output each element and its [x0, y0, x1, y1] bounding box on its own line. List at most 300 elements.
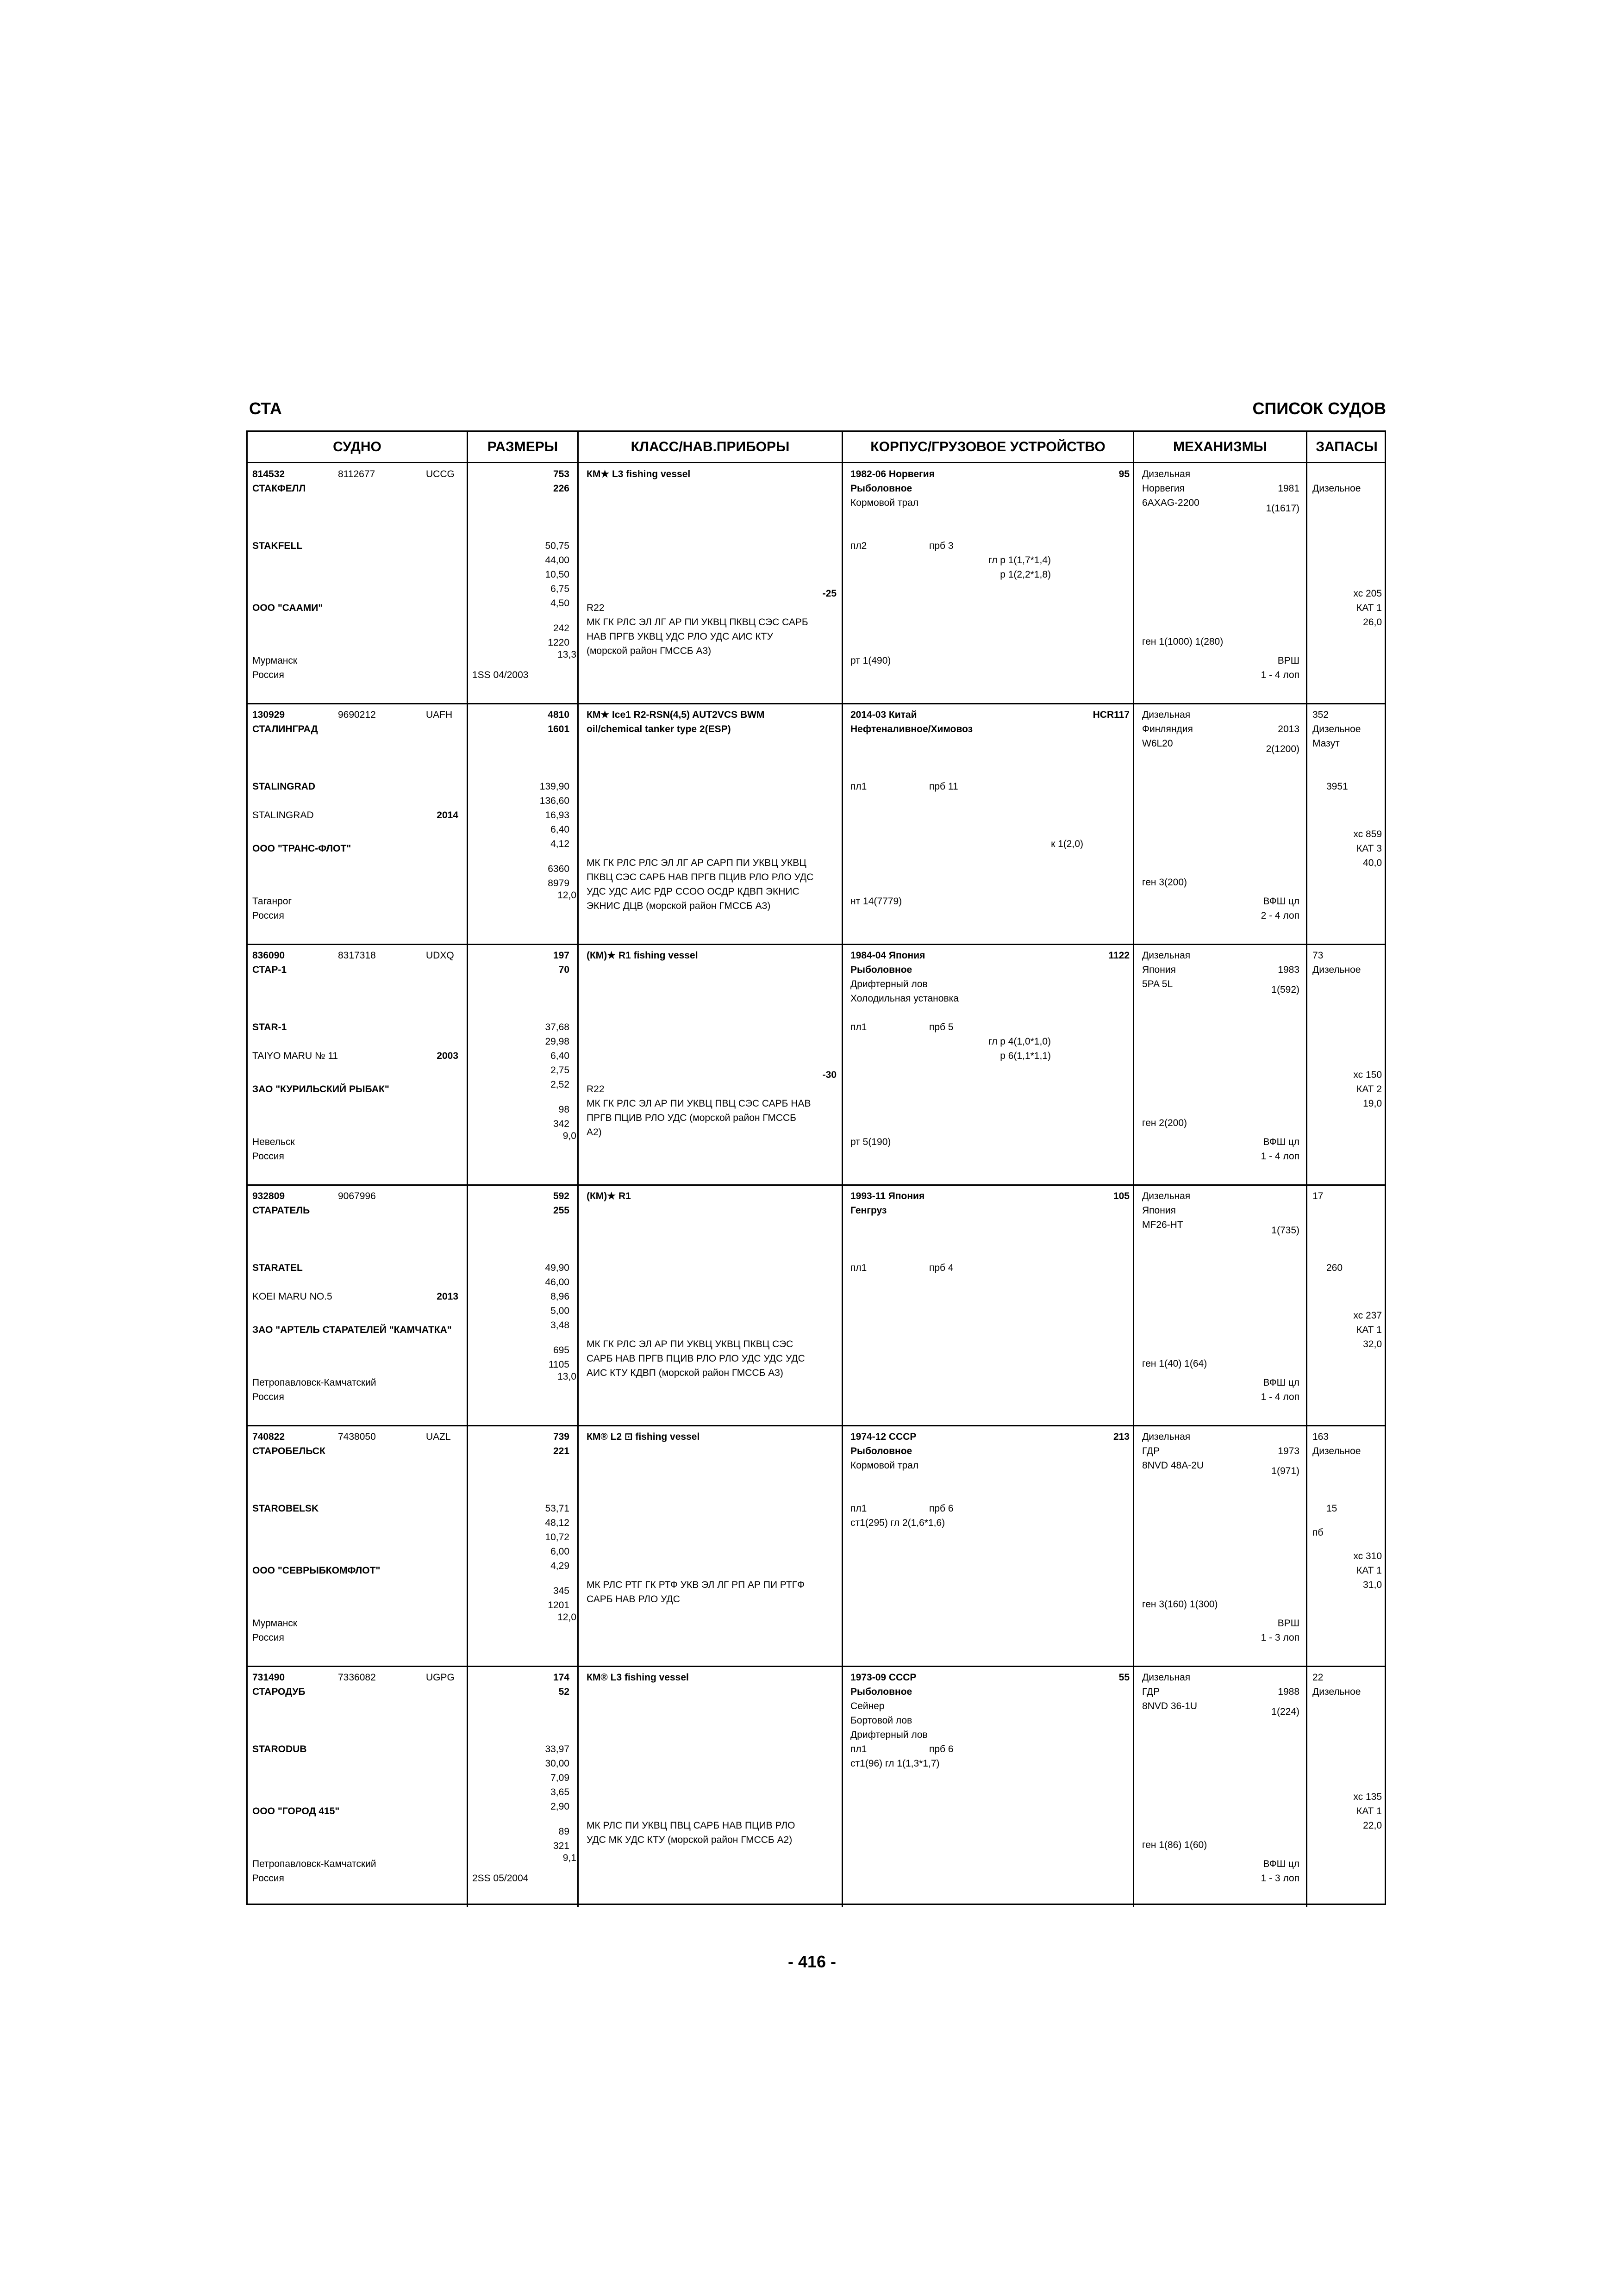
- ship-6-engine-model: 8NVD 36-1U: [1142, 1701, 1198, 1711]
- ship-2-engine-type: Дизельная: [1142, 709, 1191, 720]
- ship-1-name: СТАКФЕЛЛ: [252, 483, 306, 494]
- column-divider: [842, 463, 843, 704]
- ship-4-deadweight: 695: [553, 1345, 569, 1356]
- ship-2-fuel-type: Дизельное: [1312, 724, 1361, 734]
- ship-1-engine-type: Дизельная: [1142, 469, 1191, 479]
- ship-1-crew-info: 26,0: [1363, 617, 1382, 628]
- divider: [1133, 432, 1134, 463]
- column-divider: [842, 1426, 843, 1667]
- ship-3-engine-type: Дизельная: [1142, 950, 1191, 961]
- ship-4-country: Россия: [252, 1392, 284, 1402]
- ship-3-dimension: 2,75: [550, 1065, 569, 1076]
- column-divider: [1133, 704, 1134, 945]
- ship-2-owner: ООО "ТРАНС-ФЛОТ": [252, 843, 351, 854]
- ship-1-ice-class: -25: [822, 588, 837, 599]
- column-divider: [577, 1185, 579, 1426]
- ship-3-engine-country: Япония: [1142, 964, 1176, 975]
- ship-3-ship-type: Рыболовное: [850, 964, 912, 975]
- ship-6-ship-type: Сейнер: [850, 1701, 885, 1711]
- ship-5-dimension: 10,72: [545, 1532, 569, 1543]
- ship-6-fuel-type: Дизельное: [1312, 1686, 1361, 1697]
- col-header-class: КЛАСС/НАВ.ПРИБОРЫ: [631, 439, 790, 454]
- ship-6-hatches: прб 6: [929, 1744, 954, 1755]
- ship-3-speed: 9,0: [562, 1131, 576, 1141]
- ship-5-port: Мурманск: [252, 1618, 298, 1629]
- ship-4-name-latin: STARATEL: [252, 1263, 303, 1273]
- ship-3-name-latin: STAR-1: [252, 1022, 287, 1033]
- ship-5-deadweight: 345: [553, 1586, 569, 1596]
- ship-2-former-year: 2014: [437, 810, 458, 821]
- ship-1-decks: пл2: [850, 541, 867, 551]
- ship-3-crew-info: КАТ 2: [1356, 1084, 1382, 1095]
- ship-5-built: 1974-12 СССР: [850, 1431, 917, 1442]
- ship-2-nav-equipment: ЭКНИС ДЦВ (морской район ГМССБ А3): [587, 901, 771, 911]
- ship-6-reg-number: 731490: [252, 1672, 285, 1683]
- ship-3-hull-bottom: рт 5(190): [850, 1137, 891, 1147]
- ship-2-callsign: UAFH: [426, 709, 453, 720]
- ship-6-imo: 7336082: [338, 1672, 376, 1683]
- ship-6-nav-equipment: МК РЛС ПИ УКВЦ ПВЦ САРБ НАВ ПЦИВ РЛО: [587, 1820, 795, 1831]
- column-divider: [577, 1426, 579, 1667]
- ship-4-gross-tonnage: 592: [553, 1191, 569, 1201]
- ship-4-imo: 9067996: [338, 1191, 376, 1201]
- ship-3-nav-equipment: ПРГВ ПЦИВ РЛО УДС (морской район ГМССБ: [587, 1113, 796, 1123]
- ship-5-name: СТАРОБЕЛЬСК: [252, 1446, 325, 1456]
- ship-3-crew-info: хс 150: [1353, 1070, 1382, 1080]
- ship-4-generators: ген 1(40) 1(64): [1142, 1358, 1207, 1369]
- ship-5-ship-type: Рыболовное: [850, 1446, 912, 1456]
- ship-3-refrigerant: R22: [587, 1084, 605, 1095]
- ship-1-engine-country: Норвегия: [1142, 483, 1185, 494]
- ship-6-ship-type: Дрифтерный лов: [850, 1730, 928, 1740]
- column-divider: [1306, 704, 1307, 945]
- ship-3-built: 1984-04 Япония: [850, 950, 925, 961]
- row-divider: [248, 944, 1385, 945]
- ship-5-stores-mid-2: пб: [1312, 1527, 1324, 1538]
- ship-6-propeller: ВФШ цл: [1263, 1859, 1299, 1869]
- ship-4-yard-number: 105: [1113, 1191, 1130, 1201]
- ship-2-imo: 9690212: [338, 709, 376, 720]
- ship-1-imo: 8112677: [338, 469, 375, 479]
- divider: [467, 432, 468, 463]
- column-divider: [577, 704, 579, 945]
- row-divider: [248, 1666, 1385, 1667]
- ship-6-ship-type: Бортовой лов: [850, 1715, 912, 1726]
- ship-5-stores-mid: 15: [1326, 1503, 1337, 1514]
- ships-table: [246, 430, 1386, 1905]
- ship-4-dimension: 3,48: [550, 1320, 569, 1331]
- ship-4-engine-type: Дизельная: [1142, 1191, 1191, 1201]
- ship-4-dimension: 8,96: [550, 1291, 569, 1302]
- divider: [577, 432, 579, 463]
- ship-3-nav-equipment: А2): [587, 1127, 602, 1138]
- ship-4-hatches: прб 4: [929, 1263, 954, 1273]
- ship-5-gross-tonnage: 739: [553, 1431, 569, 1442]
- ship-3-deadweight: 342: [553, 1119, 569, 1129]
- table-header: [248, 432, 1385, 463]
- ship-1-deadweight: 242: [553, 623, 569, 634]
- col-header-machinery: МЕХАНИЗМЫ: [1173, 439, 1268, 454]
- ship-3-crew-info: 19,0: [1363, 1098, 1382, 1109]
- ship-4-port: Петропавловск-Камчатский: [252, 1377, 376, 1388]
- ship-1-dimension: 10,50: [545, 569, 569, 580]
- ship-1-name-latin: STAKFELL: [252, 541, 303, 551]
- ship-4-engine-model: MF26-HT: [1142, 1220, 1183, 1230]
- ship-2-crew-info: 40,0: [1363, 858, 1382, 868]
- ship-2-dimension: 139,90: [539, 781, 569, 792]
- ship-4-built: 1993-11 Япония: [850, 1191, 925, 1201]
- ship-2-name: СТАЛИНГРАД: [252, 724, 318, 734]
- ship-6-callsign: UGPG: [426, 1672, 455, 1683]
- ship-5-fuel-type: Дизельное: [1312, 1446, 1361, 1456]
- ship-6-crew-info: КАТ 1: [1356, 1806, 1382, 1817]
- ship-3-gross-tonnage: 197: [553, 950, 569, 961]
- ship-4-crew-info: КАТ 1: [1356, 1325, 1382, 1335]
- divider: [842, 432, 843, 463]
- ship-5-generators: ген 3(160) 1(300): [1142, 1599, 1218, 1610]
- ship-6-yard-number: 55: [1118, 1672, 1130, 1683]
- ship-2-deadweight: 6360: [548, 864, 569, 874]
- ship-6-name-latin: STARODUB: [252, 1744, 307, 1755]
- ship-1-dimension: 44,00: [545, 555, 569, 566]
- ship-2-yard-number: HCR117: [1093, 709, 1130, 720]
- ship-2-engine-power: 2(1200): [1266, 744, 1299, 754]
- ship-3-name: СТАР-1: [252, 964, 287, 975]
- column-divider: [1133, 463, 1134, 704]
- ship-6-built: 1973-09 СССР: [850, 1672, 917, 1683]
- ship-6-ship-type: Рыболовное: [850, 1686, 912, 1697]
- ship-5-crew-info: 31,0: [1363, 1580, 1382, 1590]
- ship-4-stores-mid: 260: [1326, 1263, 1343, 1273]
- ship-4-nav-equipment: АИС КТУ КДВП (морской район ГМССБ А3): [587, 1368, 783, 1378]
- ship-2-decks: пл1: [850, 781, 867, 792]
- ship-5-engine-country: ГДР: [1142, 1446, 1160, 1456]
- ship-4-name: СТАРАТЕЛЬ: [252, 1205, 310, 1216]
- row-divider: [248, 703, 1385, 704]
- ship-5-imo: 7438050: [338, 1431, 376, 1442]
- ship-5-speed: 12,0: [557, 1612, 576, 1623]
- ship-6-dimension: 2,90: [550, 1801, 569, 1812]
- ship-1-deadweight: 1220: [548, 637, 569, 648]
- ship-4-dimension: 49,90: [545, 1263, 569, 1273]
- ship-3-net-tonnage: 70: [558, 964, 569, 975]
- ship-6-crew-info: хс 135: [1353, 1792, 1382, 1802]
- ship-1-survey: 1SS 04/2003: [472, 670, 529, 680]
- ship-3-dimension: 37,68: [545, 1022, 569, 1033]
- ship-6-engine-year: 1988: [1278, 1686, 1299, 1697]
- ship-5-engine-model: 8NVD 48A-2U: [1142, 1460, 1204, 1471]
- ship-2-engine-model: W6L20: [1142, 738, 1173, 749]
- ship-6-engine-power: 1(224): [1271, 1706, 1299, 1717]
- column-divider: [1133, 1185, 1134, 1426]
- ship-2-hull-extra: к 1(2,0): [1051, 839, 1083, 849]
- ship-5-reg-number: 740822: [252, 1431, 285, 1442]
- ship-5-name-latin: STAROBELSK: [252, 1503, 319, 1514]
- column-divider: [842, 945, 843, 1185]
- page-number: - 416 -: [787, 1952, 837, 1971]
- column-divider: [842, 704, 843, 945]
- ship-1-dimension: 4,50: [550, 598, 569, 609]
- ship-4-former-year: 2013: [437, 1291, 458, 1302]
- column-divider: [1306, 945, 1307, 1185]
- ship-5-class: КМ® L2 ⊡ fishing vessel: [587, 1431, 700, 1442]
- ship-3-ship-type: Холодильная установка: [850, 993, 959, 1004]
- ship-6-dimension: 33,97: [545, 1744, 569, 1755]
- ship-3-generators: ген 2(200): [1142, 1118, 1187, 1128]
- ship-6-engine-country: ГДР: [1142, 1686, 1160, 1697]
- ship-2-dimension: 16,93: [545, 810, 569, 821]
- ship-6-survey: 2SS 05/2004: [472, 1873, 529, 1884]
- ship-1-callsign: UCCG: [426, 469, 455, 479]
- ship-5-stores-top: 163: [1312, 1431, 1329, 1442]
- ship-4-engine-country: Япония: [1142, 1205, 1176, 1216]
- ship-1-hull-bottom: рт 1(490): [850, 655, 891, 666]
- ship-6-deadweight: 89: [558, 1826, 569, 1837]
- ship-2-former-name: STALINGRAD: [252, 810, 314, 821]
- ship-4-decks: пл1: [850, 1263, 867, 1273]
- ship-2-port: Таганрог: [252, 896, 292, 907]
- ship-6-class: КМ® L3 fishing vessel: [587, 1672, 689, 1683]
- ship-3-engine-year: 1983: [1278, 964, 1299, 975]
- col-header-dimensions: РАЗМЕРЫ: [487, 439, 558, 454]
- ship-6-propeller-blades: 1 - 3 лоп: [1261, 1873, 1299, 1884]
- ship-1-nav-equipment: НАВ ПРГВ УКВЦ УДС РЛО УДС АИС КТУ: [587, 631, 773, 642]
- ship-1-refrigerant: R22: [587, 603, 605, 613]
- ship-5-net-tonnage: 221: [553, 1446, 569, 1456]
- ship-3-dimension: 2,52: [550, 1079, 569, 1090]
- ship-2-net-tonnage: 1601: [548, 724, 569, 734]
- ship-6-crew-info: 22,0: [1363, 1820, 1382, 1831]
- ship-5-cargo-gear: ст1(295) гл 2(1,6*1,6): [850, 1518, 945, 1528]
- ship-2-engine-country: Финляндия: [1142, 724, 1193, 734]
- ship-1-cargo-gear: р 1(2,2*1,8): [1000, 569, 1051, 580]
- ship-4-engine-power: 1(735): [1271, 1225, 1299, 1236]
- ship-1-dimension: 50,75: [545, 541, 569, 551]
- ship-1-net-tonnage: 226: [553, 483, 569, 494]
- column-divider: [1306, 1667, 1307, 1907]
- ship-2-name-latin: STALINGRAD: [252, 781, 316, 792]
- ship-4-class: (КМ)★ R1: [587, 1191, 631, 1201]
- ship-6-decks: пл1: [850, 1744, 867, 1755]
- ship-3-cargo-gear: гл р 4(1,0*1,0): [988, 1036, 1051, 1047]
- ship-2-crew-info: КАТ 3: [1356, 843, 1382, 854]
- ship-5-deadweight: 1201: [548, 1600, 569, 1611]
- ship-2-deadweight: 8979: [548, 878, 569, 889]
- ship-2-stores-mid: 3951: [1326, 781, 1348, 792]
- ship-4-nav-equipment: САРБ НАВ ПРГВ ПЦИВ РЛО РЛО УДС УДС УДС: [587, 1353, 805, 1364]
- ship-1-nav-equipment: (морской район ГМССБ А3): [587, 646, 712, 656]
- ship-1-propeller-blades: 1 - 4 лоп: [1261, 670, 1299, 680]
- ship-1-class: КМ★ L3 fishing vessel: [587, 469, 691, 479]
- ship-3-propeller: ВФШ цл: [1263, 1137, 1299, 1147]
- ship-4-speed: 13,0: [557, 1371, 576, 1382]
- ship-3-callsign: UDXQ: [426, 950, 454, 961]
- ship-3-reg-number: 836090: [252, 950, 285, 961]
- ship-2-country: Россия: [252, 910, 284, 921]
- column-divider: [1133, 1667, 1134, 1907]
- col-header-stores: ЗАПАСЫ: [1316, 439, 1378, 454]
- ship-5-ship-type: Кормовой трал: [850, 1460, 919, 1471]
- ship-6-dimension: 3,65: [550, 1787, 569, 1798]
- ship-1-crew-info: хс 205: [1353, 588, 1382, 599]
- column-divider: [1306, 463, 1307, 704]
- ship-1-reg-number: 814532: [252, 469, 285, 479]
- ship-3-country: Россия: [252, 1151, 284, 1162]
- row-divider: [248, 1425, 1385, 1426]
- ship-6-nav-equipment: УДС МК УДС КТУ (морской район ГМССБ А2): [587, 1835, 793, 1845]
- ship-5-propeller: ВРШ: [1277, 1618, 1299, 1629]
- ship-6-country: Россия: [252, 1873, 284, 1884]
- ship-4-propeller-blades: 1 - 4 лоп: [1261, 1392, 1299, 1402]
- ship-2-crew-info: хс 859: [1353, 829, 1382, 840]
- column-divider: [577, 1667, 579, 1907]
- ship-6-port: Петропавловск-Камчатский: [252, 1859, 376, 1869]
- ship-3-ice-class: -30: [822, 1070, 837, 1080]
- ship-2-class: oil/chemical tanker type 2(ESP): [587, 724, 731, 734]
- ship-1-dimension: 6,75: [550, 584, 569, 594]
- ship-2-dimension: 4,12: [550, 839, 569, 849]
- ship-3-yard-number: 1122: [1108, 950, 1130, 961]
- ship-3-propeller-blades: 1 - 4 лоп: [1261, 1151, 1299, 1162]
- ship-3-engine-model: 5PA 5L: [1142, 979, 1173, 989]
- ship-1-ship-type: Кормовой трал: [850, 498, 919, 508]
- ship-2-engine-year: 2013: [1278, 724, 1299, 734]
- ship-1-nav-equipment: МК ГК РЛС ЭЛ ЛГ АР ПИ УКВЦ ПКВЦ СЭС САРБ: [587, 617, 808, 628]
- col-header-ship: СУДНО: [333, 439, 381, 454]
- ship-3-ship-type: Дрифтерный лов: [850, 979, 928, 989]
- ship-6-dimension: 7,09: [550, 1773, 569, 1783]
- ship-5-dimension: 6,00: [550, 1546, 569, 1557]
- ship-5-engine-type: Дизельная: [1142, 1431, 1191, 1442]
- ship-1-built: 1982-06 Норвегия: [850, 469, 935, 479]
- ship-2-nav-equipment: ПКВЦ СЭС САРБ НАВ ПРГВ ПЦИВ РЛО РЛО УДС: [587, 872, 814, 883]
- ship-2-dimension: 136,60: [539, 796, 569, 806]
- ship-4-dimension: 46,00: [545, 1277, 569, 1288]
- ship-5-dimension: 48,12: [545, 1518, 569, 1528]
- ship-3-deadweight: 98: [558, 1104, 569, 1115]
- ship-1-country: Россия: [252, 670, 284, 680]
- column-divider: [1306, 1426, 1307, 1667]
- ship-4-deadweight: 1105: [548, 1359, 569, 1370]
- ship-1-crew-info: КАТ 1: [1356, 603, 1382, 613]
- ship-2-generators: ген 3(200): [1142, 877, 1187, 888]
- col-header-hull: КОРПУС/ГРУЗОВОЕ УСТРОЙСТВО: [870, 439, 1106, 454]
- ship-6-speed: 9,1: [562, 1853, 576, 1863]
- ship-2-fuel-type-2: Мазут: [1312, 738, 1340, 749]
- ship-4-reg-number: 932809: [252, 1191, 285, 1201]
- ship-5-yard-number: 213: [1113, 1431, 1130, 1442]
- ship-2-hull-bottom: нт 14(7779): [850, 896, 902, 907]
- ship-1-ship-type: Рыболовное: [850, 483, 912, 494]
- column-divider: [1133, 945, 1134, 1185]
- ship-4-stores-top: 17: [1312, 1191, 1324, 1201]
- ship-5-hatches: прб 6: [929, 1503, 954, 1514]
- ship-2-hatches: прб 11: [929, 781, 958, 792]
- ship-4-former-name: KOEI MARU NO.5: [252, 1291, 332, 1302]
- ship-2-ship-type: Нефтеналивное/Химовоз: [850, 724, 973, 734]
- ship-5-engine-power: 1(971): [1271, 1466, 1299, 1476]
- ship-5-crew-info: хс 310: [1353, 1551, 1382, 1562]
- ship-1-yard-number: 95: [1118, 469, 1130, 479]
- ship-2-gross-tonnage: 4810: [548, 709, 569, 720]
- ship-5-engine-year: 1973: [1278, 1446, 1299, 1456]
- ship-4-crew-info: хс 237: [1353, 1310, 1382, 1321]
- column-divider: [577, 945, 579, 1185]
- ship-2-propeller-blades: 2 - 4 лоп: [1261, 910, 1299, 921]
- ship-4-dimension: 5,00: [550, 1306, 569, 1316]
- ship-5-callsign: UAZL: [426, 1431, 451, 1442]
- ship-4-net-tonnage: 255: [553, 1205, 569, 1216]
- ship-1-engine-model: 6AXAG-2200: [1142, 498, 1199, 508]
- ship-3-stores-top: 73: [1312, 950, 1324, 961]
- ship-3-nav-equipment: МК ГК РЛС ЭЛ АР ПИ УКВЦ ПВЦ СЭС САРБ НАВ: [587, 1098, 811, 1109]
- ship-4-owner: ЗАО "АРТЕЛЬ СТАРАТЕЛЕЙ "КАМЧАТКА": [252, 1325, 452, 1335]
- ship-2-nav-equipment: МК ГК РЛС РЛС ЭЛ ЛГ АР САРП ПИ УКВЦ УКВЦ: [587, 858, 806, 868]
- ship-2-propeller: ВФШ цл: [1263, 896, 1299, 907]
- ship-2-stores-top: 352: [1312, 709, 1329, 720]
- ship-1-cargo-gear: гл р 1(1,7*1,4): [988, 555, 1051, 566]
- ship-3-dimension: 29,98: [545, 1036, 569, 1047]
- ship-1-owner: ООО "СААМИ": [252, 603, 323, 613]
- ship-4-nav-equipment: МК ГК РЛС ЭЛ АР ПИ УКВЦ УКВЦ ПКВЦ СЭС: [587, 1339, 793, 1350]
- ship-5-nav-equipment: МК РЛС РТГ ГК РТФ УКВ ЭЛ ЛГ РП АР ПИ РТГФ: [587, 1580, 805, 1590]
- ship-2-class: КМ★ Ice1 R2-RSN(4,5) AUT2VCS BWM: [587, 709, 765, 720]
- ship-3-imo: 8317318: [338, 950, 376, 961]
- ship-5-owner: ООО "СЕВРЫБКОМФЛОТ": [252, 1565, 381, 1576]
- ship-4-crew-info: 32,0: [1363, 1339, 1382, 1350]
- ship-1-fuel-type: Дизельное: [1312, 483, 1361, 494]
- ship-5-propeller-blades: 1 - 3 лоп: [1261, 1632, 1299, 1643]
- ship-1-engine-power: 1(1617): [1266, 503, 1299, 514]
- ship-6-owner: ООО "ГОРОД 415": [252, 1806, 340, 1817]
- ship-5-crew-info: КАТ 1: [1356, 1565, 1382, 1576]
- ship-6-gross-tonnage: 174: [553, 1672, 569, 1683]
- ship-4-ship-type: Генгруз: [850, 1205, 887, 1216]
- ship-3-fuel-type: Дизельное: [1312, 964, 1361, 975]
- ship-2-dimension: 6,40: [550, 824, 569, 835]
- ship-5-decks: пл1: [850, 1503, 867, 1514]
- ship-6-stores-top: 22: [1312, 1672, 1324, 1683]
- ship-3-former-name: TAIYO MARU № 11: [252, 1051, 338, 1061]
- ship-1-engine-year: 1981: [1278, 483, 1299, 494]
- ship-1-propeller: ВРШ: [1277, 655, 1299, 666]
- ship-3-decks: пл1: [850, 1022, 867, 1033]
- ship-3-engine-power: 1(592): [1271, 984, 1299, 995]
- column-divider: [577, 463, 579, 704]
- page-header-left: СТА: [249, 399, 282, 418]
- ship-5-country: Россия: [252, 1632, 284, 1643]
- ship-5-dimension: 4,29: [550, 1561, 569, 1571]
- ship-4-propeller: ВФШ цл: [1263, 1377, 1299, 1388]
- ship-1-hatches: прб 3: [929, 541, 954, 551]
- ship-5-nav-equipment: САРБ НАВ РЛО УДС: [587, 1594, 680, 1605]
- ship-6-dimension: 30,00: [545, 1758, 569, 1769]
- ship-3-hatches: прб 5: [929, 1022, 954, 1033]
- ship-1-generators: ген 1(1000) 1(280): [1142, 636, 1224, 647]
- ship-6-cargo-gear: ст1(96) гл 1(1,3*1,7): [850, 1758, 940, 1769]
- column-divider: [842, 1667, 843, 1907]
- ship-1-speed: 13,3: [557, 649, 576, 660]
- ship-3-owner: ЗАО "КУРИЛЬСКИЙ РЫБАК": [252, 1084, 389, 1095]
- ship-3-cargo-gear: р 6(1,1*1,1): [1000, 1051, 1051, 1061]
- ship-3-port: Невельск: [252, 1137, 295, 1147]
- column-divider: [1306, 1185, 1307, 1426]
- ship-6-name: СТАРОДУБ: [252, 1686, 306, 1697]
- ship-1-gross-tonnage: 753: [553, 469, 569, 479]
- ship-3-dimension: 6,40: [550, 1051, 569, 1061]
- ship-6-engine-type: Дизельная: [1142, 1672, 1191, 1683]
- ship-2-speed: 12,0: [557, 890, 576, 901]
